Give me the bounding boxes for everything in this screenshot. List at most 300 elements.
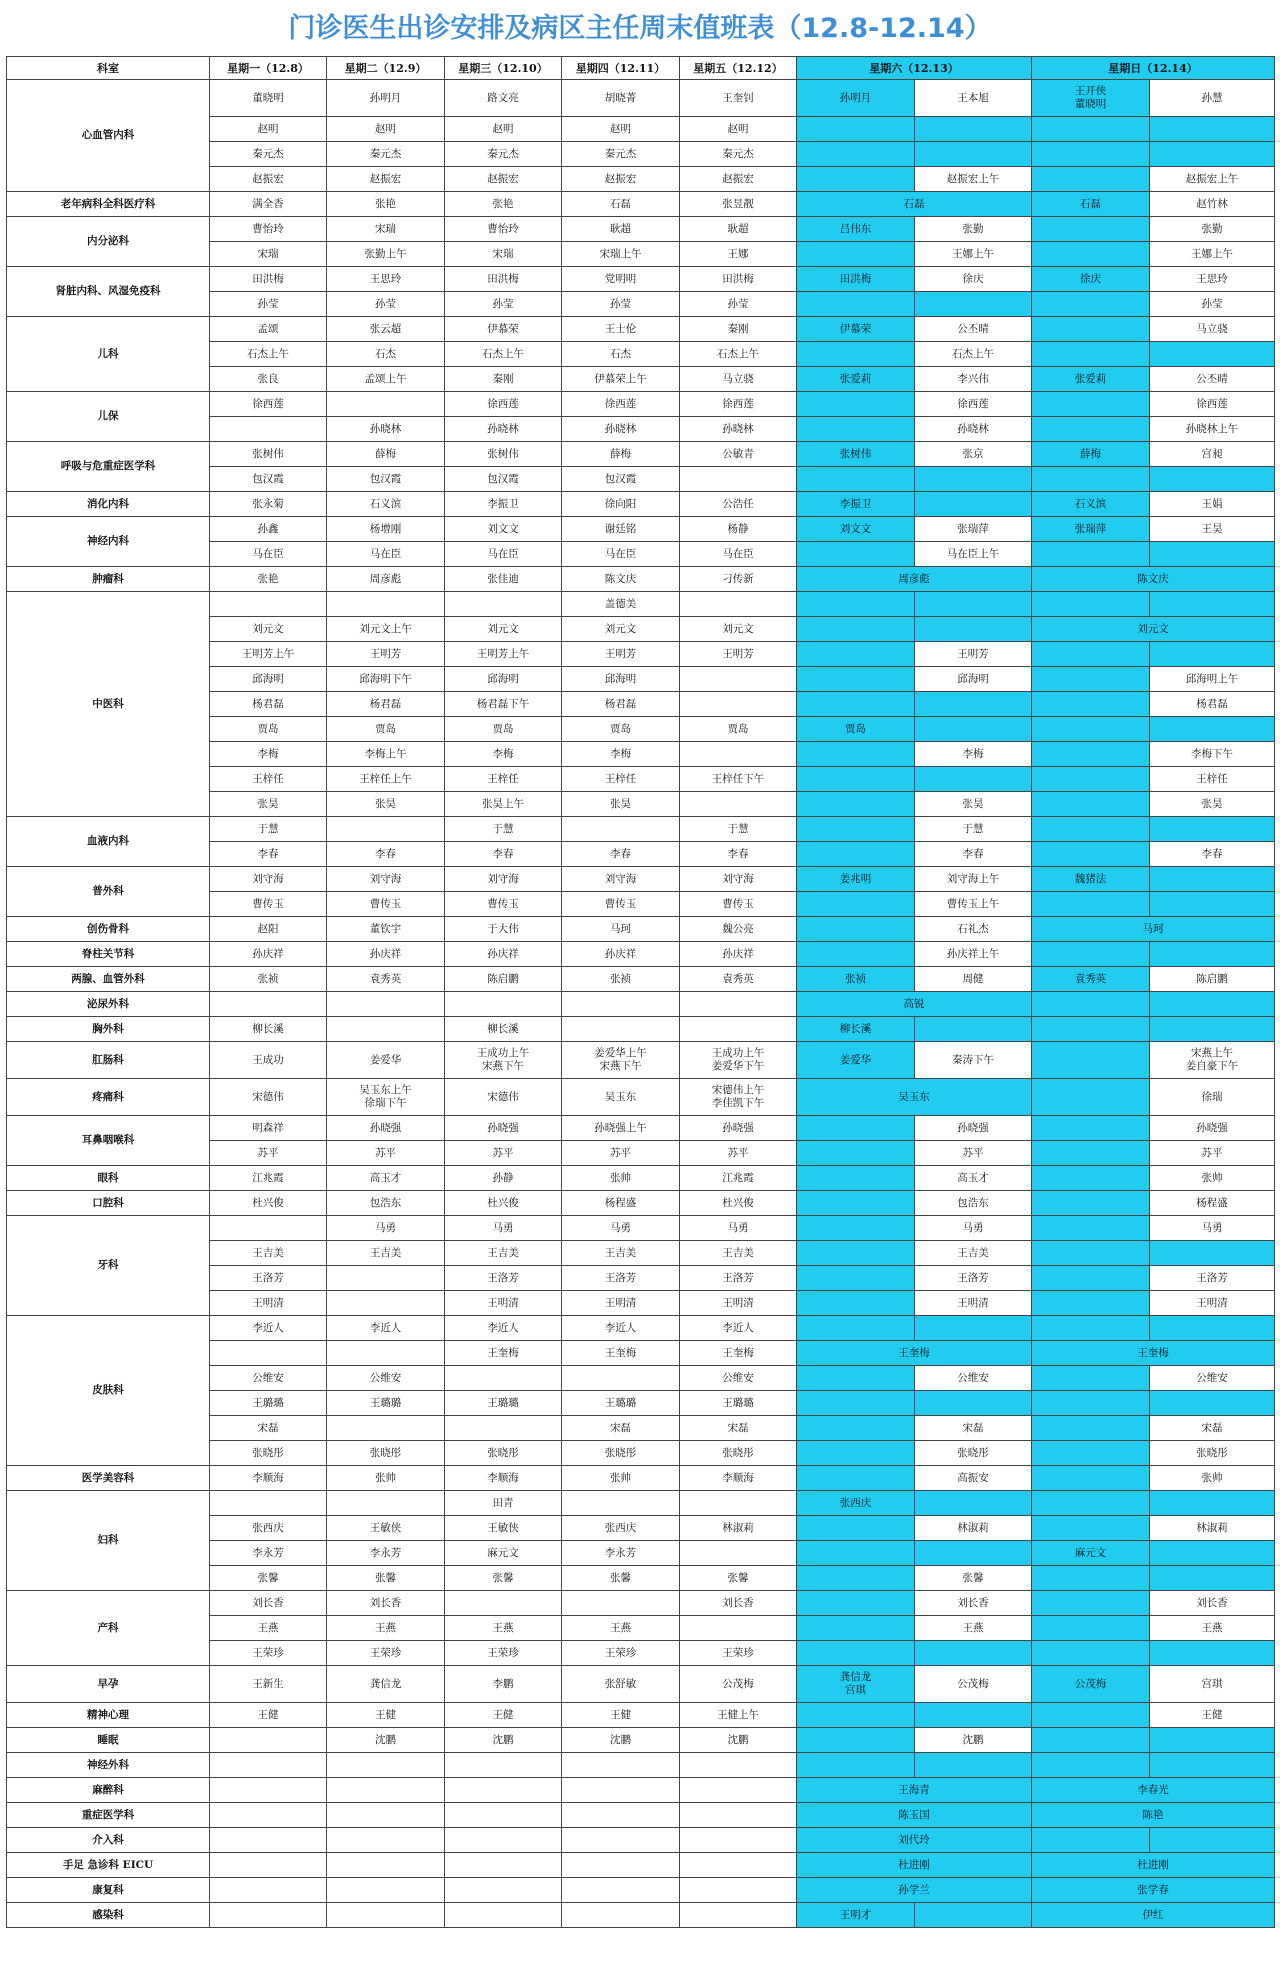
weekend-cell — [1150, 1241, 1275, 1266]
weekend-cell — [1150, 1541, 1275, 1566]
schedule-cell: 贾岛 — [562, 717, 680, 742]
schedule-cell: 姜爱华上午 宋燕下午 — [562, 1042, 680, 1079]
dept-name: 两腺、血管外科 — [7, 967, 210, 992]
schedule-cell: 张馨 — [327, 1566, 445, 1591]
schedule-cell — [680, 1778, 797, 1803]
schedule-cell: 张树伟 — [210, 442, 327, 467]
schedule-cell: 赵明 — [327, 117, 445, 142]
weekend-cell: 马勇 — [915, 1216, 1032, 1241]
schedule-cell: 曹传玉 — [680, 892, 797, 917]
schedule-cell: 田洪梅 — [445, 267, 562, 292]
weekend-cell — [797, 592, 915, 617]
schedule-cell: 王新生 — [210, 1666, 327, 1703]
table-row — [7, 1803, 1275, 1828]
schedule-cell — [562, 1903, 680, 1928]
schedule-cell: 赵振宏 — [210, 167, 327, 192]
weekend-cell — [797, 617, 915, 642]
schedule-cell: 于慧 — [680, 817, 797, 842]
schedule-cell: 王奎梅 — [445, 1341, 562, 1366]
table-row — [7, 592, 1275, 617]
weekend-cell: 姜爱华 — [797, 1042, 915, 1079]
schedule-cell: 江兆霞 — [680, 1166, 797, 1191]
dept-name: 儿科 — [7, 317, 210, 392]
weekend-cell — [797, 342, 915, 367]
weekend-cell: 王娜上午 — [915, 242, 1032, 267]
schedule-cell: 王璐璐 — [680, 1391, 797, 1416]
weekend-merged-cell: 陈玉国 — [797, 1803, 1032, 1828]
schedule-cell — [327, 1017, 445, 1042]
header-day: 星期四（12.11） — [562, 57, 680, 80]
dept-name: 手足 急诊科 EICU — [7, 1853, 210, 1878]
table-row — [7, 1853, 1275, 1878]
table-row — [7, 1491, 1275, 1516]
weekend-cell — [915, 1491, 1032, 1516]
schedule-cell: 孙庆祥 — [210, 942, 327, 967]
weekend-cell — [1150, 1828, 1275, 1853]
weekend-merged-cell: 周彦彪 — [797, 567, 1032, 592]
schedule-cell: 张昊 — [210, 792, 327, 817]
schedule-cell: 石杰上午 — [210, 342, 327, 367]
weekend-cell — [1032, 1316, 1150, 1341]
schedule-cell: 王璐璐 — [445, 1391, 562, 1416]
schedule-cell — [562, 1491, 680, 1516]
schedule-cell: 王梓任上午 — [327, 767, 445, 792]
weekend-cell: 公茂梅 — [1032, 1666, 1150, 1703]
schedule-cell: 沈鹏 — [327, 1728, 445, 1753]
weekend-cell — [1032, 142, 1150, 167]
schedule-cell: 袁秀英 — [327, 967, 445, 992]
schedule-cell — [562, 1828, 680, 1853]
schedule-cell: 张晓彤 — [210, 1441, 327, 1466]
schedule-cell: 麻元文 — [445, 1541, 562, 1566]
schedule-cell: 宋德伟 — [210, 1079, 327, 1116]
weekend-cell: 林淑莉 — [1150, 1516, 1275, 1541]
schedule-cell — [562, 1853, 680, 1878]
weekend-cell: 赵振宏上午 — [1150, 167, 1275, 192]
weekend-cell: 王开侠 董晓明 — [1032, 80, 1150, 117]
schedule-cell: 王吉美 — [680, 1241, 797, 1266]
weekend-cell — [1032, 1616, 1150, 1641]
schedule-cell — [562, 817, 680, 842]
weekend-cell: 王娟 — [1150, 492, 1275, 517]
weekend-cell: 柳长溪 — [797, 1017, 915, 1042]
weekend-cell: 王健 — [1150, 1703, 1275, 1728]
dept-name: 医学美容科 — [7, 1466, 210, 1491]
table-row — [7, 1591, 1275, 1616]
schedule-cell — [210, 1491, 327, 1516]
dept-name: 康复科 — [7, 1878, 210, 1903]
schedule-cell: 李春 — [327, 842, 445, 867]
schedule-cell: 孙晓林 — [680, 417, 797, 442]
weekend-cell — [797, 792, 915, 817]
schedule-cell — [327, 1828, 445, 1853]
schedule-cell: 孙晓强 — [445, 1116, 562, 1141]
table-row — [7, 1828, 1275, 1853]
table-row — [7, 492, 1275, 517]
schedule-cell: 赵明 — [445, 117, 562, 142]
schedule-cell — [445, 1903, 562, 1928]
schedule-cell: 秦刚 — [445, 367, 562, 392]
weekend-cell: 孙庆祥上午 — [915, 942, 1032, 967]
schedule-cell: 马在臣 — [680, 542, 797, 567]
schedule-cell — [680, 1803, 797, 1828]
weekend-cell — [915, 767, 1032, 792]
weekend-cell — [1032, 1753, 1150, 1778]
schedule-cell — [680, 992, 797, 1017]
schedule-cell: 贾岛 — [680, 717, 797, 742]
weekend-cell: 曹传玉上午 — [915, 892, 1032, 917]
dept-name: 牙科 — [7, 1216, 210, 1316]
schedule-cell: 徐西莲 — [445, 392, 562, 417]
weekend-cell — [797, 817, 915, 842]
schedule-cell: 柳长溪 — [445, 1017, 562, 1042]
schedule-cell: 耿超 — [562, 217, 680, 242]
schedule-cell — [327, 1853, 445, 1878]
weekend-cell: 邱海明上午 — [1150, 667, 1275, 692]
weekend-cell — [797, 1191, 915, 1216]
table-row — [7, 1466, 1275, 1491]
schedule-cell: 王燕 — [445, 1616, 562, 1641]
weekend-cell — [1032, 667, 1150, 692]
schedule-cell — [680, 1017, 797, 1042]
weekend-cell — [797, 1566, 915, 1591]
weekend-cell — [1032, 467, 1150, 492]
schedule-cell — [680, 667, 797, 692]
schedule-cell: 王健上午 — [680, 1703, 797, 1728]
schedule-cell: 王荣珍 — [210, 1641, 327, 1666]
schedule-cell: 王明芳上午 — [445, 642, 562, 667]
schedule-cell: 孙晓强 — [680, 1116, 797, 1141]
weekend-cell: 孙明月 — [797, 80, 915, 117]
schedule-cell: 李振卫 — [445, 492, 562, 517]
schedule-cell: 伊慕荣上午 — [562, 367, 680, 392]
schedule-cell: 陈启鹏 — [445, 967, 562, 992]
weekend-merged-cell: 陈文庆 — [1032, 567, 1275, 592]
schedule-cell: 王敏侠 — [445, 1516, 562, 1541]
table-row — [7, 1166, 1275, 1191]
weekend-cell — [797, 1516, 915, 1541]
schedule-cell: 沈鹏 — [445, 1728, 562, 1753]
weekend-cell: 于慧 — [915, 817, 1032, 842]
schedule-cell — [562, 1591, 680, 1616]
schedule-cell: 马珂 — [562, 917, 680, 942]
weekend-cell — [797, 292, 915, 317]
weekend-cell — [1032, 1241, 1150, 1266]
weekend-cell — [797, 1291, 915, 1316]
schedule-cell: 秦元杰 — [327, 142, 445, 167]
weekend-cell — [797, 1466, 915, 1491]
schedule-cell — [445, 1591, 562, 1616]
weekend-cell: 张帅 — [1150, 1166, 1275, 1191]
table-row — [7, 192, 1275, 217]
weekend-merged-cell: 杜进刚 — [1032, 1853, 1275, 1878]
schedule-cell: 宋德伟 — [445, 1079, 562, 1116]
weekend-cell: 李春 — [1150, 842, 1275, 867]
weekend-merged-cell: 王奎梅 — [797, 1341, 1032, 1366]
schedule-cell: 王洛芳 — [210, 1266, 327, 1291]
schedule-cell — [327, 592, 445, 617]
schedule-cell — [445, 1853, 562, 1878]
weekend-cell — [1150, 342, 1275, 367]
schedule-cell: 孟颂上午 — [327, 367, 445, 392]
weekend-cell — [797, 892, 915, 917]
schedule-cell — [680, 467, 797, 492]
weekend-cell — [1032, 1366, 1150, 1391]
schedule-cell: 王洛芳 — [562, 1266, 680, 1291]
schedule-cell: 张云超 — [327, 317, 445, 342]
schedule-cell — [680, 1753, 797, 1778]
weekend-cell: 吕伟东 — [797, 217, 915, 242]
weekend-cell: 石杰上午 — [915, 342, 1032, 367]
table-row — [7, 1878, 1275, 1903]
weekend-cell: 薛梅 — [1032, 442, 1150, 467]
weekend-cell: 魏猪法 — [1032, 867, 1150, 892]
schedule-cell: 杨君磊 — [210, 692, 327, 717]
schedule-cell: 张馨 — [445, 1566, 562, 1591]
schedule-cell: 刘元文上午 — [327, 617, 445, 642]
schedule-cell: 王燕 — [210, 1616, 327, 1641]
schedule-cell: 王健 — [562, 1703, 680, 1728]
schedule-cell: 王吉美 — [445, 1241, 562, 1266]
weekend-cell — [1150, 1391, 1275, 1416]
schedule-cell: 刘守海 — [210, 867, 327, 892]
schedule-cell: 王明芳 — [680, 642, 797, 667]
schedule-cell: 宋瑞 — [210, 242, 327, 267]
weekend-cell: 田洪梅 — [797, 267, 915, 292]
schedule-cell: 柳长溪 — [210, 1017, 327, 1042]
table-row — [7, 1042, 1275, 1079]
schedule-cell: 秦元杰 — [445, 142, 562, 167]
weekend-cell — [1150, 542, 1275, 567]
schedule-cell: 王健 — [327, 1703, 445, 1728]
table-row — [7, 817, 1275, 842]
weekend-cell — [1032, 417, 1150, 442]
schedule-cell — [680, 1491, 797, 1516]
weekend-cell: 王明清 — [1150, 1291, 1275, 1316]
dept-name: 介入科 — [7, 1828, 210, 1853]
schedule-cell: 徐西莲 — [680, 392, 797, 417]
schedule-cell: 刘守海 — [680, 867, 797, 892]
dept-name: 泌尿外科 — [7, 992, 210, 1017]
schedule-cell: 张祯 — [210, 967, 327, 992]
schedule-cell: 秦元杰 — [680, 142, 797, 167]
weekend-cell — [915, 1703, 1032, 1728]
weekend-merged-cell: 张学春 — [1032, 1878, 1275, 1903]
weekend-cell — [797, 1416, 915, 1441]
schedule-cell: 孙晓林 — [327, 417, 445, 442]
schedule-cell: 王洛芳 — [445, 1266, 562, 1291]
schedule-cell: 李梅上午 — [327, 742, 445, 767]
schedule-cell: 秦刚 — [680, 317, 797, 342]
weekend-cell — [797, 1541, 915, 1566]
dept-name: 神经内科 — [7, 517, 210, 567]
weekend-cell: 张瑞萍 — [915, 517, 1032, 542]
weekend-cell: 邱海明 — [915, 667, 1032, 692]
schedule-cell: 满全香 — [210, 192, 327, 217]
weekend-cell: 赵竹林 — [1150, 192, 1275, 217]
schedule-cell: 张昊 — [327, 792, 445, 817]
schedule-cell: 刘守海 — [562, 867, 680, 892]
weekend-cell: 张晓彤 — [915, 1441, 1032, 1466]
schedule-cell: 李永芳 — [210, 1541, 327, 1566]
schedule-cell: 姜爱华 — [327, 1042, 445, 1079]
weekend-merged-cell: 杜进刚 — [797, 1853, 1032, 1878]
schedule-cell: 曹传玉 — [562, 892, 680, 917]
weekend-cell: 包浩东 — [915, 1191, 1032, 1216]
weekend-cell — [1032, 717, 1150, 742]
weekend-cell: 张勤 — [915, 217, 1032, 242]
schedule-cell: 张舒敏 — [562, 1666, 680, 1703]
schedule-cell: 徐西莲 — [562, 392, 680, 417]
weekend-cell: 宋燕上午 姜自豪下午 — [1150, 1042, 1275, 1079]
weekend-cell: 刘文文 — [797, 517, 915, 542]
schedule-cell: 杨君磊 — [327, 692, 445, 717]
schedule-cell: 王士伦 — [562, 317, 680, 342]
weekend-cell — [1150, 1728, 1275, 1753]
schedule-cell: 盖德美 — [562, 592, 680, 617]
schedule-cell: 吴玉东 — [562, 1079, 680, 1116]
schedule-cell: 秦元杰 — [562, 142, 680, 167]
dept-name: 口腔科 — [7, 1191, 210, 1216]
weekend-cell — [797, 1641, 915, 1666]
schedule-cell: 刘元文 — [562, 617, 680, 642]
table-row — [7, 267, 1275, 292]
weekend-cell: 张西庆 — [797, 1491, 915, 1516]
schedule-cell — [327, 817, 445, 842]
schedule-cell: 陈文庆 — [562, 567, 680, 592]
weekend-cell — [797, 1441, 915, 1466]
weekend-cell — [797, 1591, 915, 1616]
table-row — [7, 317, 1275, 342]
weekend-cell: 杨程盛 — [1150, 1191, 1275, 1216]
schedule-cell: 石杰 — [327, 342, 445, 367]
weekend-cell: 公丕晴 — [915, 317, 1032, 342]
weekend-cell — [797, 1316, 915, 1341]
schedule-cell — [210, 1878, 327, 1903]
weekend-cell — [1032, 1291, 1150, 1316]
weekend-cell: 王娜上午 — [1150, 242, 1275, 267]
weekend-cell — [915, 467, 1032, 492]
weekend-merged-cell: 李春光 — [1032, 1778, 1275, 1803]
weekend-cell: 宫琪 — [1150, 1666, 1275, 1703]
weekend-cell — [1032, 942, 1150, 967]
schedule-cell — [210, 1753, 327, 1778]
weekend-cell: 秦涛下午 — [915, 1042, 1032, 1079]
weekend-cell — [915, 692, 1032, 717]
weekend-cell — [915, 142, 1032, 167]
weekend-cell — [797, 1616, 915, 1641]
schedule-cell: 孙庆祥 — [562, 942, 680, 967]
schedule-cell: 刘守海 — [327, 867, 445, 892]
schedule-cell: 李春 — [562, 842, 680, 867]
table-row — [7, 917, 1275, 942]
schedule-cell: 王明芳上午 — [210, 642, 327, 667]
weekend-cell — [1150, 1641, 1275, 1666]
dept-name: 疼痛科 — [7, 1079, 210, 1116]
weekend-cell — [1150, 642, 1275, 667]
schedule-cell: 孙静 — [445, 1166, 562, 1191]
schedule-cell — [210, 417, 327, 442]
weekend-cell: 刘长香 — [1150, 1591, 1275, 1616]
schedule-cell: 石杰上午 — [445, 342, 562, 367]
schedule-cell: 刘元文 — [445, 617, 562, 642]
schedule-cell — [562, 1366, 680, 1391]
schedule-cell: 孙明月 — [327, 80, 445, 117]
schedule-cell: 赵振宏 — [680, 167, 797, 192]
schedule-cell: 孙晓林 — [445, 417, 562, 442]
schedule-cell: 邱海明下午 — [327, 667, 445, 692]
weekend-cell: 高振安 — [915, 1466, 1032, 1491]
weekend-cell: 麻元文 — [1032, 1541, 1150, 1566]
schedule-cell: 孙晓林 — [562, 417, 680, 442]
schedule-cell: 林淑莉 — [680, 1516, 797, 1541]
schedule-cell: 张树伟 — [445, 442, 562, 467]
schedule-cell — [562, 1017, 680, 1042]
schedule-cell: 苏平 — [327, 1141, 445, 1166]
dept-name: 儿保 — [7, 392, 210, 442]
schedule-cell: 李梅 — [562, 742, 680, 767]
table-row — [7, 992, 1275, 1017]
schedule-cell: 张帅 — [562, 1166, 680, 1191]
weekend-cell — [1032, 1641, 1150, 1666]
weekend-cell: 徐庆 — [1032, 267, 1150, 292]
weekend-cell: 孙慧 — [1150, 80, 1275, 117]
schedule-cell: 王明清 — [210, 1291, 327, 1316]
schedule-cell: 赵明 — [680, 117, 797, 142]
schedule-cell: 刘元文 — [210, 617, 327, 642]
weekend-cell: 高玉才 — [915, 1166, 1032, 1191]
weekend-cell — [1150, 817, 1275, 842]
weekend-cell — [797, 117, 915, 142]
schedule-cell — [327, 1266, 445, 1291]
weekend-cell — [1032, 392, 1150, 417]
weekend-cell: 徐西莲 — [1150, 392, 1275, 417]
weekend-cell — [1032, 742, 1150, 767]
schedule-cell: 王成功 — [210, 1042, 327, 1079]
schedule-cell — [210, 1828, 327, 1853]
weekend-cell: 林淑莉 — [915, 1516, 1032, 1541]
schedule-cell: 刘守海 — [445, 867, 562, 892]
schedule-cell: 包汉霞 — [327, 467, 445, 492]
weekend-cell — [1150, 142, 1275, 167]
dept-name: 妇科 — [7, 1491, 210, 1591]
weekend-cell: 苏平 — [915, 1141, 1032, 1166]
schedule-cell: 苏平 — [210, 1141, 327, 1166]
weekend-cell — [797, 1391, 915, 1416]
weekend-cell — [797, 417, 915, 442]
schedule-cell — [562, 1778, 680, 1803]
dept-name: 胸外科 — [7, 1017, 210, 1042]
schedule-table — [6, 56, 1275, 1928]
schedule-cell — [327, 1778, 445, 1803]
schedule-cell: 王娜 — [680, 242, 797, 267]
weekend-cell: 张爱莉 — [797, 367, 915, 392]
weekend-cell — [1032, 117, 1150, 142]
weekend-cell — [1032, 817, 1150, 842]
dept-name: 老年病科全科医疗科 — [7, 192, 210, 217]
weekend-cell: 王洛芳 — [1150, 1266, 1275, 1291]
weekend-cell — [1150, 1017, 1275, 1042]
schedule-cell: 于慧 — [210, 817, 327, 842]
weekend-cell — [915, 717, 1032, 742]
schedule-cell: 李春 — [445, 842, 562, 867]
table-row — [7, 80, 1275, 117]
weekend-cell — [915, 1017, 1032, 1042]
schedule-cell — [210, 1341, 327, 1366]
weekend-cell — [915, 1753, 1032, 1778]
table-row — [7, 1778, 1275, 1803]
schedule-cell: 石杰上午 — [680, 342, 797, 367]
